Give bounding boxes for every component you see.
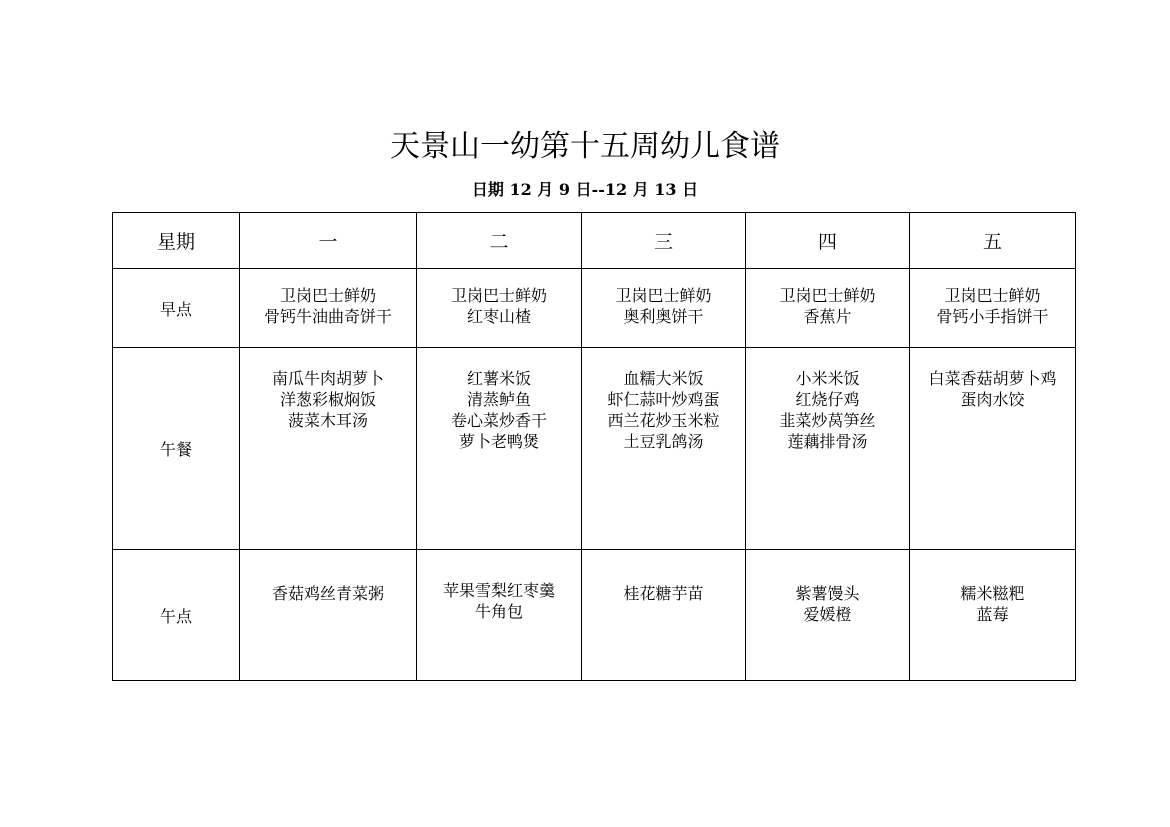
menu-item: 清蒸鲈鱼: [466, 390, 531, 409]
menu-item: 韭菜炒莴笋丝: [779, 411, 876, 430]
menu-item: 糯米糍粑: [960, 584, 1025, 603]
menu-cell: [417, 550, 582, 681]
menu-item: 香蕉片: [803, 307, 852, 326]
menu-item: 菠菜木耳汤: [287, 411, 368, 430]
menu-table: [112, 212, 1076, 681]
menu-item: 虾仁蒜叶炒鸡蛋: [607, 390, 720, 409]
page-title: 天景山一幼第十五周幼儿食谱: [390, 129, 780, 164]
menu-cell: [240, 269, 417, 348]
lunch-row: [113, 348, 1076, 550]
menu-cell: [910, 269, 1076, 348]
row-label: 午点: [113, 550, 240, 681]
header-row: [113, 213, 1076, 269]
menu-item: 白菜香菇胡萝卜鸡: [928, 369, 1057, 388]
menu-item: 萝卜老鸭煲: [458, 432, 539, 451]
menu-cell: [910, 348, 1076, 550]
menu-item: 牛角包: [474, 602, 523, 621]
menu-item: 卷心菜炒香干: [450, 411, 547, 430]
menu-item: 卫岗巴士鲜奶: [779, 286, 876, 305]
menu-item: 莲藕排骨汤: [787, 432, 868, 451]
menu-item: 红薯米饭: [466, 369, 531, 388]
day-header: 二: [417, 213, 582, 269]
menu-cell: [240, 348, 417, 550]
menu-cell: [746, 550, 910, 681]
menu-item: 桂花糖芋苗: [623, 584, 704, 603]
menu-item: 南瓜牛肉胡萝卜: [271, 369, 384, 388]
menu-item: 红烧仔鸡: [795, 390, 860, 409]
menu-cell: [417, 348, 582, 550]
menu-item: 骨钙小手指饼干: [936, 307, 1049, 326]
day-header: 三: [582, 213, 746, 269]
menu-cell: [746, 348, 910, 550]
breakfast-row: [113, 269, 1076, 348]
menu-cell: [746, 269, 910, 348]
menu-cell: [582, 269, 746, 348]
menu-item: 小米米饭: [795, 369, 860, 388]
afternoon-snack-row: [113, 550, 1076, 681]
menu-item: 爱媛橙: [803, 605, 852, 624]
menu-cell: [582, 550, 746, 681]
menu-item: 卫岗巴士鲜奶: [450, 286, 547, 305]
menu-item: 卫岗巴士鲜奶: [944, 286, 1041, 305]
row-label: 午餐: [113, 348, 240, 550]
menu-item: 洋葱彩椒焖饭: [279, 390, 376, 409]
menu-item: 奥利奥饼干: [623, 307, 704, 326]
menu-item: 西兰花炒玉米粒: [607, 411, 720, 430]
date-range: 日期 12 月 9 日--12 月 13 日: [471, 180, 699, 199]
menu-item: 骨钙牛油曲奇饼干: [263, 307, 392, 326]
row-label: 早点: [113, 269, 240, 348]
day-header: 一: [240, 213, 417, 269]
menu-item: 卫岗巴士鲜奶: [615, 286, 712, 305]
menu-item: 红枣山楂: [466, 307, 531, 326]
menu-item: 血糯大米饭: [623, 369, 704, 388]
menu-item: 苹果雪梨红枣羹: [442, 581, 555, 600]
menu-cell: [582, 348, 746, 550]
menu-item: 卫岗巴士鲜奶: [279, 286, 376, 305]
menu-cell: [417, 269, 582, 348]
weekday-label: 星期: [113, 213, 240, 269]
menu-item: 蛋肉水饺: [960, 390, 1025, 409]
menu-cell: [240, 550, 417, 681]
day-header: 四: [746, 213, 910, 269]
menu-item: 紫薯馒头: [795, 584, 860, 603]
day-header: 五: [910, 213, 1076, 269]
menu-item: 土豆乳鸽汤: [623, 432, 704, 451]
menu-item: 香菇鸡丝青菜粥: [271, 584, 384, 603]
menu-cell: [910, 550, 1076, 681]
menu-item: 蓝莓: [976, 605, 1009, 624]
